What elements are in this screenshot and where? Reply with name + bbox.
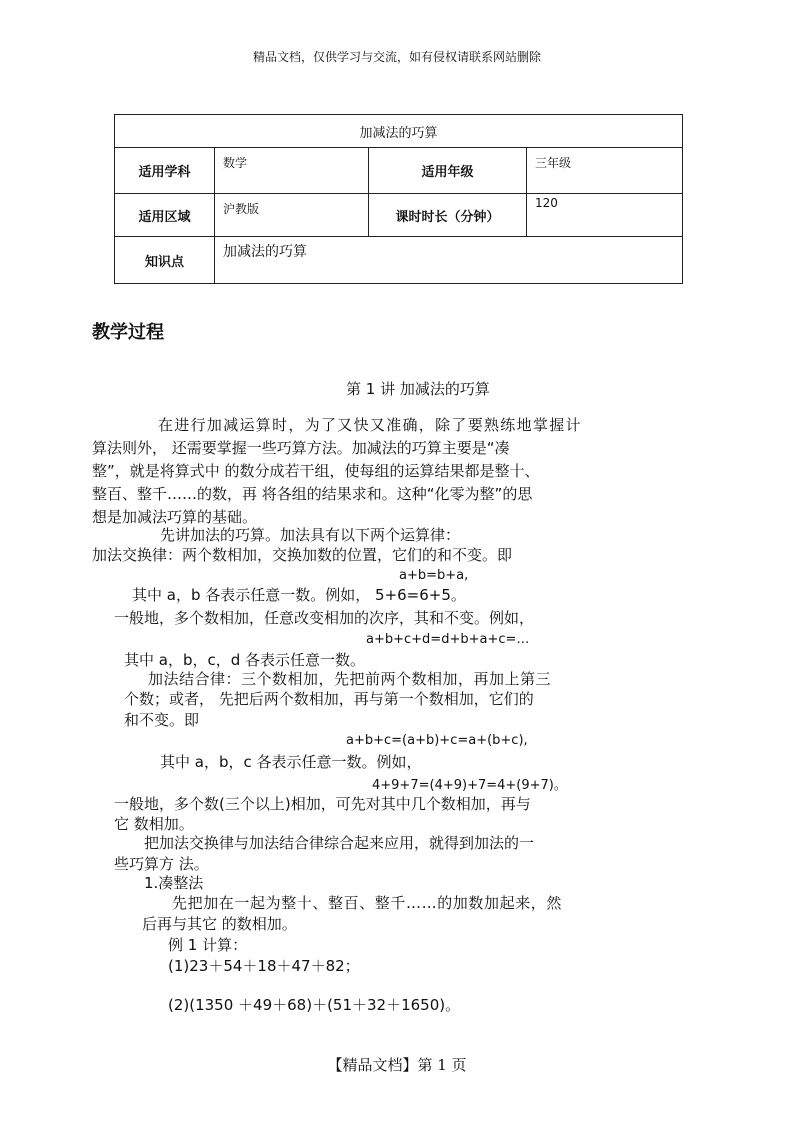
example-item: (1)23＋54＋18＋47＋82； [168,957,360,975]
section-heading: 教学过程 [92,322,164,343]
example-item: (2)(1350 ＋49＋68)＋(51＋32＋1650)。 [168,996,461,1014]
text-line: 一般地，多个数(三个以上)相加，可先对其中几个数相加，再与 [114,795,531,813]
topic-value: 加减法的巧算 [215,237,683,284]
duration-value: 120 [527,194,683,237]
text-line: 算法则外， 还需要掌握一些巧算方法。加减法的巧算主要是“凑 [92,439,510,457]
text-line: 其中 a，b，c 各表示任意一数。例如， [160,753,422,771]
duration-label: 课时时长（分钟） [369,194,527,237]
topic-label: 知识点 [115,237,215,284]
text-line: 加法交换律：两个数相加，交换加数的位置，它们的和不变。即 [92,546,513,564]
text-line: 它 数相加。 [114,815,194,833]
text-line: 在进行加减运算时，为了又快又准确，除了要熟练地掌握计 [158,416,582,434]
grade-value: 三年级 [527,148,683,194]
page-header-note: 精品文档，仅供学习与交流，如有侵权请联系网站删除 [252,50,541,64]
text-line: 其中 a，b 各表示任意一数。例如， 5+6=6+5。 [132,586,466,604]
text-line: 加法结合律：三个数相加，先把前两个数相加，再加上第三 [148,670,552,688]
text-line: 整”，就是将算式中 的数分成若干组，使每组的运算结果都是整十、 [92,462,540,480]
formula: a+b+c+d=d+b+a+c=… [366,632,530,647]
text-line: 后再与其它 的数相加。 [142,915,297,933]
formula: a+b+c=(a+b)+c=a+(b+c), [346,733,528,748]
subject-label: 适用学科 [115,148,215,194]
text-line: 些巧算方 法。 [114,855,209,873]
subsection-title: 1.凑整法 [144,874,204,892]
example-label: 例 1 计算： [168,936,248,954]
table-title: 加减法的巧算 [115,115,683,148]
text-line: 和不变。即 [124,711,200,729]
text-line: 先把加在一起为整十、整百、整千……的加数加起来，然 [172,894,563,912]
text-line: 把加法交换律与加法结合律综合起来应用，就得到加法的一 [144,834,535,852]
text-line: 一般地，多个数相加，任意改变相加的次序，其和不变。例如， [114,609,535,627]
page-footer-note: 【精品文档】第 1 页 [327,1056,467,1074]
region-value: 沪教版 [215,194,369,237]
lesson-title: 第 1 讲 加减法的巧算 [346,380,490,398]
lesson-info-table [114,114,683,284]
text-line: 先讲加法的巧算。加法具有以下两个运算律： [160,526,461,544]
formula: 4+9+7=(4+9)+7=4+(9+7)。 [372,778,567,793]
subject-value: 数学 [215,148,369,194]
text-line: 个数；或者， 先把后两个数相加，再与第一个数相加，它们的 [124,690,534,708]
grade-label: 适用年级 [369,148,527,194]
text-line: 整百、整千……的数，再 将各组的结果求和。这种“化零为整”的思 [92,485,533,503]
text-line: 其中 a，b，c，d 各表示任意一数。 [124,651,366,669]
formula: a+b=b+a, [399,568,469,583]
text-line: 想是加减法巧算的基础。 [92,508,258,526]
region-label: 适用区域 [115,194,215,237]
